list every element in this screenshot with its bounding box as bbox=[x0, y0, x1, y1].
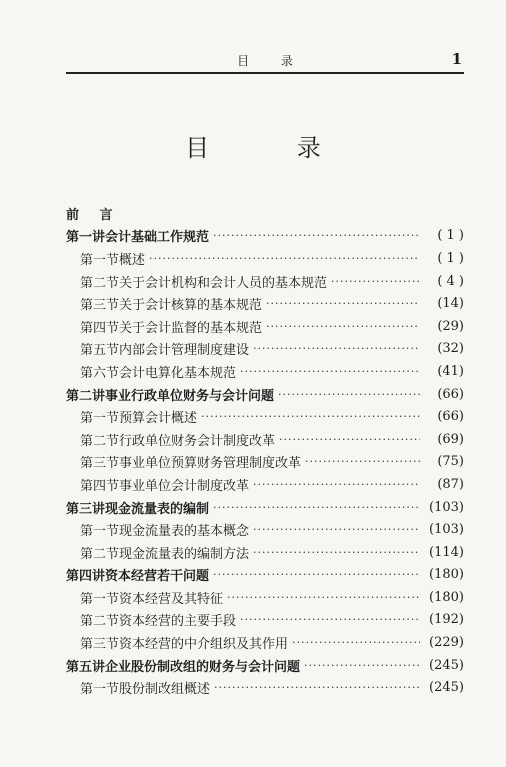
toc-entry-page: ( 1 ) bbox=[437, 250, 464, 266]
toc-section-row bbox=[66, 405, 464, 428]
running-header bbox=[66, 50, 464, 74]
toc-entry-title: 股份制改组概述 bbox=[119, 682, 211, 698]
toc-section-row bbox=[66, 631, 464, 654]
dot-leader bbox=[278, 388, 420, 401]
toc-entry-number: 第一节 bbox=[80, 411, 120, 427]
toc-entry-title: 会计基础工作规范 bbox=[105, 230, 210, 246]
toc-entry-number: 第五讲 bbox=[66, 659, 106, 675]
toc-chapter-row bbox=[66, 654, 464, 677]
toc-section-row bbox=[66, 609, 464, 632]
toc-entry-page: (75) bbox=[437, 454, 464, 470]
toc-entry-title: 现金流量表的基本概念 bbox=[119, 524, 250, 540]
toc-entry-page: (180) bbox=[429, 589, 464, 605]
toc-entry-number: 第三讲 bbox=[66, 501, 106, 517]
dot-leader bbox=[292, 636, 420, 649]
toc-entry-title: 现金流量表的编制 bbox=[105, 501, 210, 517]
page-title: 目 录 bbox=[185, 134, 361, 162]
toc-entry-title: 资本经营及其特征 bbox=[119, 591, 224, 607]
dot-leader bbox=[240, 613, 420, 626]
dot-leader bbox=[279, 433, 420, 446]
running-header-title: 目 录 bbox=[237, 54, 307, 68]
dot-leader bbox=[266, 297, 420, 310]
toc-entry-page: (103) bbox=[429, 522, 464, 538]
toc-entry-number: 第二节 bbox=[80, 614, 120, 630]
toc-entry-title: 现金流量表的编制方法 bbox=[119, 546, 250, 562]
toc-entry-number: 第六节 bbox=[80, 365, 120, 381]
toc-entry-title: 事业单位会计制度改革 bbox=[119, 478, 250, 494]
toc-entry-page: (41) bbox=[437, 363, 464, 379]
dot-leader bbox=[304, 659, 420, 672]
toc-entry-number: 第三节 bbox=[80, 298, 120, 314]
dot-leader bbox=[213, 229, 420, 242]
toc-entry-title: 关于会计机构和会计人员的基本规范 bbox=[119, 275, 328, 291]
toc-entry-number: 第一节 bbox=[80, 591, 120, 607]
toc-entry-number: 第二节 bbox=[80, 433, 120, 449]
toc-chapter-row bbox=[66, 564, 464, 587]
toc-section-row bbox=[66, 473, 464, 496]
toc-entry-number: 第五节 bbox=[80, 343, 120, 359]
toc-section-row bbox=[66, 315, 464, 338]
dot-leader bbox=[253, 523, 420, 536]
toc-entry-title: 内部会计管理制度建设 bbox=[119, 343, 250, 359]
toc-entry-page: (14) bbox=[437, 296, 464, 312]
toc-entry-page: (69) bbox=[437, 431, 464, 447]
toc-section-row bbox=[66, 270, 464, 293]
dot-leader bbox=[149, 252, 420, 265]
toc-entry-title: 资本经营的中介组织及其作用 bbox=[119, 637, 289, 653]
toc-entry-number: 第一节 bbox=[80, 524, 120, 540]
dot-leader bbox=[213, 501, 420, 514]
toc-section-row bbox=[66, 338, 464, 361]
toc-entry-page: ( 1 ) bbox=[437, 228, 464, 244]
dot-leader bbox=[253, 546, 420, 559]
toc-section-row bbox=[66, 247, 464, 270]
toc-entry-number: 第三节 bbox=[80, 456, 120, 472]
preface-label: 前 言 bbox=[66, 207, 121, 223]
toc-entry-page: (87) bbox=[437, 476, 464, 492]
toc-chapter-row bbox=[66, 383, 464, 406]
toc-entry-page: (66) bbox=[437, 386, 464, 402]
toc-entry-page: (180) bbox=[429, 567, 464, 583]
dot-leader bbox=[253, 478, 420, 491]
toc-section-row bbox=[66, 292, 464, 315]
toc-entry-number: 第四节 bbox=[80, 320, 120, 336]
toc-entry-page: (29) bbox=[437, 318, 464, 334]
toc-entry-number: 第四讲 bbox=[66, 569, 106, 585]
toc-entry-number: 第二讲 bbox=[66, 388, 106, 404]
table-of-contents bbox=[66, 202, 464, 699]
toc-section-row bbox=[66, 518, 464, 541]
toc-section-row bbox=[66, 676, 464, 699]
dot-leader bbox=[214, 681, 420, 694]
toc-entry-page: (32) bbox=[437, 341, 464, 357]
dot-leader bbox=[253, 342, 420, 355]
dot-leader bbox=[201, 410, 420, 423]
toc-entry-title: 关于会计监督的基本规范 bbox=[119, 320, 263, 336]
toc-entry-number: 第二节 bbox=[80, 275, 120, 291]
toc-entry-title: 事业行政单位财务与会计问题 bbox=[105, 388, 275, 404]
toc-entry-number: 第二节 bbox=[80, 546, 120, 562]
dot-leader bbox=[305, 455, 420, 468]
toc-preface bbox=[66, 202, 464, 225]
toc-entry-title: 资本经营若干问题 bbox=[105, 569, 210, 585]
toc-entry-page: (114) bbox=[429, 544, 464, 560]
toc-section-row bbox=[66, 451, 464, 474]
toc-chapter-row bbox=[66, 496, 464, 519]
toc-entry-page: (229) bbox=[429, 635, 464, 651]
toc-entry-page: ( 4 ) bbox=[437, 273, 464, 289]
toc-chapter-row bbox=[66, 225, 464, 248]
toc-section-row bbox=[66, 586, 464, 609]
toc-entry-title: 概述 bbox=[119, 252, 146, 268]
toc-entry-title: 预算会计概述 bbox=[119, 411, 198, 427]
toc-section-row bbox=[66, 360, 464, 383]
toc-entry-page: (66) bbox=[437, 409, 464, 425]
dot-leader bbox=[266, 320, 420, 333]
dot-leader bbox=[227, 591, 420, 604]
dot-leader bbox=[213, 568, 420, 581]
toc-entry-page: (245) bbox=[429, 680, 464, 696]
toc-section-row bbox=[66, 428, 464, 451]
dot-leader bbox=[240, 365, 420, 378]
toc-section-row bbox=[66, 541, 464, 564]
toc-entry-number: 第一节 bbox=[80, 252, 120, 268]
toc-entry-number: 第一讲 bbox=[66, 230, 106, 246]
toc-entry-title: 关于会计核算的基本规范 bbox=[119, 298, 263, 314]
toc-entry-number: 第一节 bbox=[80, 682, 120, 698]
toc-entry-title: 会计电算化基本规范 bbox=[119, 365, 237, 381]
toc-entry-page: (192) bbox=[429, 612, 464, 628]
toc-entry-title: 行政单位财务会计制度改革 bbox=[119, 433, 276, 449]
page-number: 1 bbox=[451, 50, 462, 68]
toc-entry-page: (103) bbox=[429, 499, 464, 515]
toc-entry-number: 第三节 bbox=[80, 637, 120, 653]
toc-entry-title: 企业股份制改组的财务与会计问题 bbox=[105, 659, 301, 675]
toc-entry-title: 事业单位预算财务管理制度改革 bbox=[119, 456, 302, 472]
dot-leader bbox=[331, 275, 420, 288]
toc-entry-number: 第四节 bbox=[80, 478, 120, 494]
toc-entry-page: (245) bbox=[429, 657, 464, 673]
toc-entry-title: 资本经营的主要手段 bbox=[119, 614, 237, 630]
